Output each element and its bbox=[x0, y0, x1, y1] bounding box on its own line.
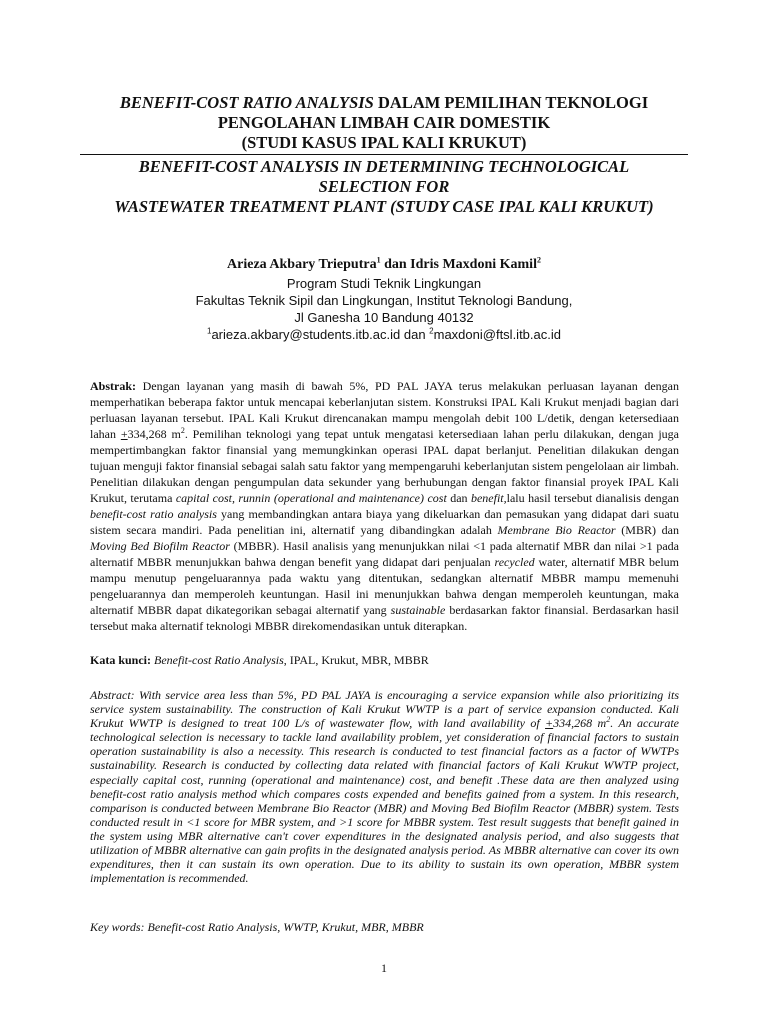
author-connector: dan bbox=[380, 257, 411, 272]
abstract-id-text: dan bbox=[446, 491, 471, 505]
title-indonesian bbox=[80, 93, 688, 153]
title-id-line3: (STUDI KASUS IPAL KALI KRUKUT) bbox=[241, 133, 527, 152]
abstract-id-italic: benefit-cost ratio analysis bbox=[90, 507, 217, 521]
email-1-sup: 1 bbox=[207, 326, 212, 336]
area-en-value: 334,268 m bbox=[553, 716, 607, 731]
title-id-italic: BENEFIT-COST RATIO ANALYSIS bbox=[119, 93, 374, 112]
abstract-id-label: Abstrak: bbox=[90, 379, 137, 393]
affiliation-faculty: Fakultas Teknik Sipil dan Lingkungan, Institut Teknologi Bandung, bbox=[195, 293, 573, 308]
keywords-id-italic: Benefit-cost Ratio Analysis bbox=[151, 653, 284, 667]
keywords-indonesian bbox=[90, 652, 679, 668]
abstract-en-text: Abstract: With service area less than 5%, PD PAL JAYA is encouraging a service expansion while also prioritizing its service system sustainability. The construction of Kali Krukut WWTP is a part of service expansion conducted. Kali Krukut WWTP is designed to treat 100 L/s of wastewater flow, with land availability of bbox=[90, 688, 679, 731]
author-emails bbox=[80, 326, 688, 343]
abstract-id-text: . Pemilihan teknologi yang tepat untuk mengatasi ketersediaan lahan perlu dilakukan, dengan juga mempertimbangkan faktor finansial yang memungkinkan operasi IPAL dapat berlanjut. Penelitian dilakukan dengan tujuan menguji faktor finansial sebagai salah satu faktor yang mempengaruhi keberlanjutan sistem pengelolaan air limbah. Penelitian dilakukan dengan pengumpulan data sekunder yang berhubungan dengan faktor finansial proyek IPAL Kali Krukut, terutama bbox=[90, 427, 679, 505]
authors-block bbox=[80, 255, 688, 343]
area-value: 334,268 m bbox=[127, 427, 181, 441]
title-block bbox=[80, 93, 688, 217]
area-en-sup: 2 bbox=[606, 715, 611, 725]
abstract-id-italic: sustainable bbox=[390, 603, 446, 617]
abstract-id-text: yang membandingkan antara biaya yang dikeluarkan dan pemasukan yang didapat dari suatu sistem secara mandiri. Pada penelitian ini, alternatif yang dibandingkan adalah bbox=[90, 507, 680, 537]
abstract-id-text: (MBR) dan bbox=[615, 523, 679, 537]
author-2: Idris Maxdoni Kamil bbox=[410, 257, 537, 272]
title-en-line1: BENEFIT-COST ANALYSIS IN DETERMINING TECHNOLOGICAL bbox=[138, 157, 630, 176]
abstract-id-text: berdasarkan faktor finansial. Berdasarkan hasil tersebut maka alternatif teknologi MBBR direkomendasikan untuk diterapkan. bbox=[90, 603, 679, 633]
title-en-line2: SELECTION FOR bbox=[318, 177, 450, 196]
abstract-english bbox=[90, 688, 679, 885]
title-en-line3: WASTEWATER TREATMENT PLANT (STUDY CASE IPAL KALI KRUKUT) bbox=[114, 197, 654, 216]
abstract-indonesian bbox=[90, 378, 679, 634]
email-2: maxdoni@ftsl.itb.ac.id bbox=[433, 327, 561, 342]
area-sup: 2 bbox=[180, 426, 185, 435]
abstract-id-italic: Membrane Bio Reactor bbox=[497, 523, 616, 537]
abstract-en-paragraph bbox=[90, 688, 679, 885]
affiliation-address: Jl Ganesha 10 Bandung 40132 bbox=[294, 310, 474, 325]
abstract-id-italic: benefit, bbox=[470, 491, 507, 505]
abstract-id-paragraph bbox=[90, 378, 679, 634]
abstract-id-italic: capital cost, runnin (operational and maintenance) cost bbox=[175, 491, 447, 505]
keywords-id-label: Kata kunci: bbox=[90, 653, 152, 667]
area-plusminus: + bbox=[120, 427, 128, 441]
author-1: Arieza Akbary Trieputra bbox=[227, 257, 377, 272]
title-divider bbox=[80, 154, 688, 155]
area-en-plusminus: + bbox=[545, 716, 554, 731]
keywords-id-rest: , IPAL, Krukut, MBR, MBBR bbox=[283, 653, 429, 667]
title-id-line1-rest: DALAM PEMILIHAN TEKNOLOGI bbox=[373, 93, 649, 112]
email-2-sup: 2 bbox=[429, 326, 434, 336]
email-connector: dan bbox=[400, 327, 430, 342]
affiliation-program: Program Studi Teknik Lingkungan bbox=[286, 276, 482, 291]
keywords-english: Key words: Benefit-cost Ratio Analysis, WWTP, Krukut, MBR, MBBR bbox=[90, 920, 424, 934]
page-number: 1 bbox=[381, 961, 387, 975]
author-names bbox=[80, 255, 688, 275]
abstract-en-text: . An accurate technological selection is necessary to tackle land availability problem, yet consideration of financial factors to sustain operation sustainability is also a necessity. This research is conducted to test financial factors as a factor of WWTPs sustainability. Research is conducted by collecting data related with financial factors of Kali Krukut WWTP project, especially capital cost, running (operational and maintenance) cost, and benefit .These data are then analyzed using benefit-cost ratio analysis method which compares costs expended and benefits gained from a system. In this research, comparison is conducted between Membrane Bio Reactor (MBR) and Moving Bed Biofilm Reactor (MBBR) system. Tests conducted result in <1 score for MBR system, and >1 score for MBBR system. Test result suggests that benefit gained in the system using MBR alternative can't cover expenditures in the designated analysis period, and also suggests that utilization of MBBR alternative can gain profits in the designated analysis period. As MBBR alternative can cover its own expenditures, then it can sustain its own operation. Due to its ability to sustain its own operation, MBBR system implementation is recommended. bbox=[90, 716, 679, 886]
abstract-id-text: water, alternatif MBR belum mampu menutup pengeluarannya pada waktu yang ditentukan, sedangkan alternatif MBBR mampu memenuhi pengeluarannya dan memperoleh keuntungan. Hasil ini menunjukkan bahwa dengan memperoleh keuntungan, maka alternatif MBBR dapat dikategorikan sebagai alternatif yang bbox=[90, 555, 680, 617]
abstract-id-text: Dengan layanan yang masih di bawah 5%, PD PAL JAYA terus melakukan perluasan layanan dengan memperhatikan beberapa faktor untuk mencapai keberlanjutan sistem. Konstruksi IPAL Kali Krukut menjadi bagian dari perluasan layanan tersebut. IPAL Kali Krukut direncanakan mampu mengolah debit 100 L/detik, dengan ketersediaan lahan bbox=[90, 379, 679, 441]
abstract-id-text: lalu hasil tersebut dianalisis dengan bbox=[506, 491, 680, 505]
author-2-sup: 2 bbox=[536, 255, 541, 265]
email-1: arieza.akbary@students.itb.ac.id bbox=[211, 327, 401, 342]
title-english bbox=[80, 157, 688, 217]
author-1-sup: 1 bbox=[376, 255, 381, 265]
abstract-id-italic: recycled bbox=[494, 555, 535, 569]
title-id-line2: PENGOLAHAN LIMBAH CAIR DOMESTIK bbox=[217, 113, 551, 132]
abstract-id-text: (MBBR). Hasil analisis yang menunjukkan nilai <1 pada alternatif MBR dan nilai >1 pada alternatif MBBR menunjukkan bahwa dengan benefit yang didapat dari penjualan bbox=[90, 539, 680, 569]
abstract-id-italic: Moving Bed Biofilm Reactor bbox=[90, 539, 230, 553]
